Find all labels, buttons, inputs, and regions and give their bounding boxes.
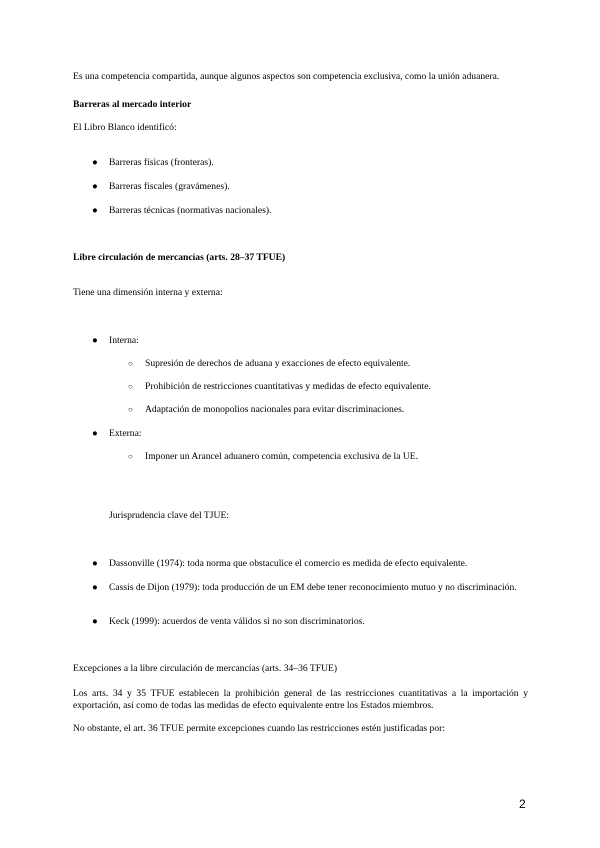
circle-bullet-icon: ○ — [128, 452, 133, 461]
excepciones-paragraph: Los arts. 34 y 35 TFUE establecen la prohibición general de las restricciones cuantitativas a la importación y exportación, así como de todas las medidas de efecto equivalente entre los Estados miembros. — [73, 688, 528, 711]
interna-label: Interna: — [109, 335, 139, 346]
circle-bullet-icon: ○ — [128, 382, 133, 391]
bullet-icon: ● — [92, 616, 98, 627]
bullet-icon: ● — [92, 205, 98, 216]
list-item: Keck (1999): acuerdos de venta válidos si no son discriminatorios. — [109, 616, 365, 627]
circle-bullet-icon: ○ — [128, 359, 133, 368]
page-number: 2 — [519, 797, 526, 811]
list-item: Barreras fiscales (gravámenes). — [109, 181, 230, 192]
barreras-lead: El Libro Blanco identificó: — [73, 122, 177, 133]
bullet-icon: ● — [92, 157, 98, 168]
list-item: Prohibición de restricciones cuantitativas y medidas de efecto equivalente. — [145, 381, 431, 392]
externa-label: Externa: — [109, 428, 142, 439]
intro-paragraph: Es una competencia compartida, aunque algunos aspectos son competencia exclusiva, como la unión aduanera. — [73, 71, 500, 82]
excepciones-paragraph-2: No obstante, el art. 36 TFUE permite excepciones cuando las restricciones estén justificadas por: — [73, 723, 445, 734]
libre-lead: Tiene una dimensión interna y externa: — [73, 287, 223, 298]
barreras-heading: Barreras al mercado interior — [73, 99, 192, 110]
jurisprudencia-heading: Jurisprudencia clave del TJUE: — [109, 510, 229, 521]
list-item: Barreras físicas (fronteras). — [109, 157, 214, 168]
bullet-icon: ● — [92, 335, 98, 346]
circle-bullet-icon: ○ — [128, 405, 133, 414]
list-item: Dassonville (1974): toda norma que obstaculice el comercio es medida de efecto equivalente. — [109, 558, 468, 569]
list-item: Imponer un Arancel aduanero común, competencia exclusiva de la UE. — [145, 451, 419, 462]
list-item: Barreras técnicas (normativas nacionales). — [109, 205, 272, 216]
list-item: Adaptación de monopolios nacionales para evitar discriminaciones. — [145, 404, 405, 415]
list-item: Cassis de Dijon (1979): toda producción de un EM debe tener reconocimiento mutuo y no discriminación. — [109, 582, 517, 593]
libre-heading: Libre circulación de mercancías (arts. 28–37 TFUE) — [73, 252, 286, 263]
bullet-icon: ● — [92, 582, 98, 593]
bullet-icon: ● — [92, 428, 98, 439]
bullet-icon: ● — [92, 181, 98, 192]
excepciones-heading: Excepciones a la libre circulación de mercancías (arts. 34–36 TFUE) — [73, 663, 338, 674]
bullet-icon: ● — [92, 558, 98, 569]
list-item: Supresión de derechos de aduana y exacciones de efecto equivalente. — [145, 358, 411, 369]
